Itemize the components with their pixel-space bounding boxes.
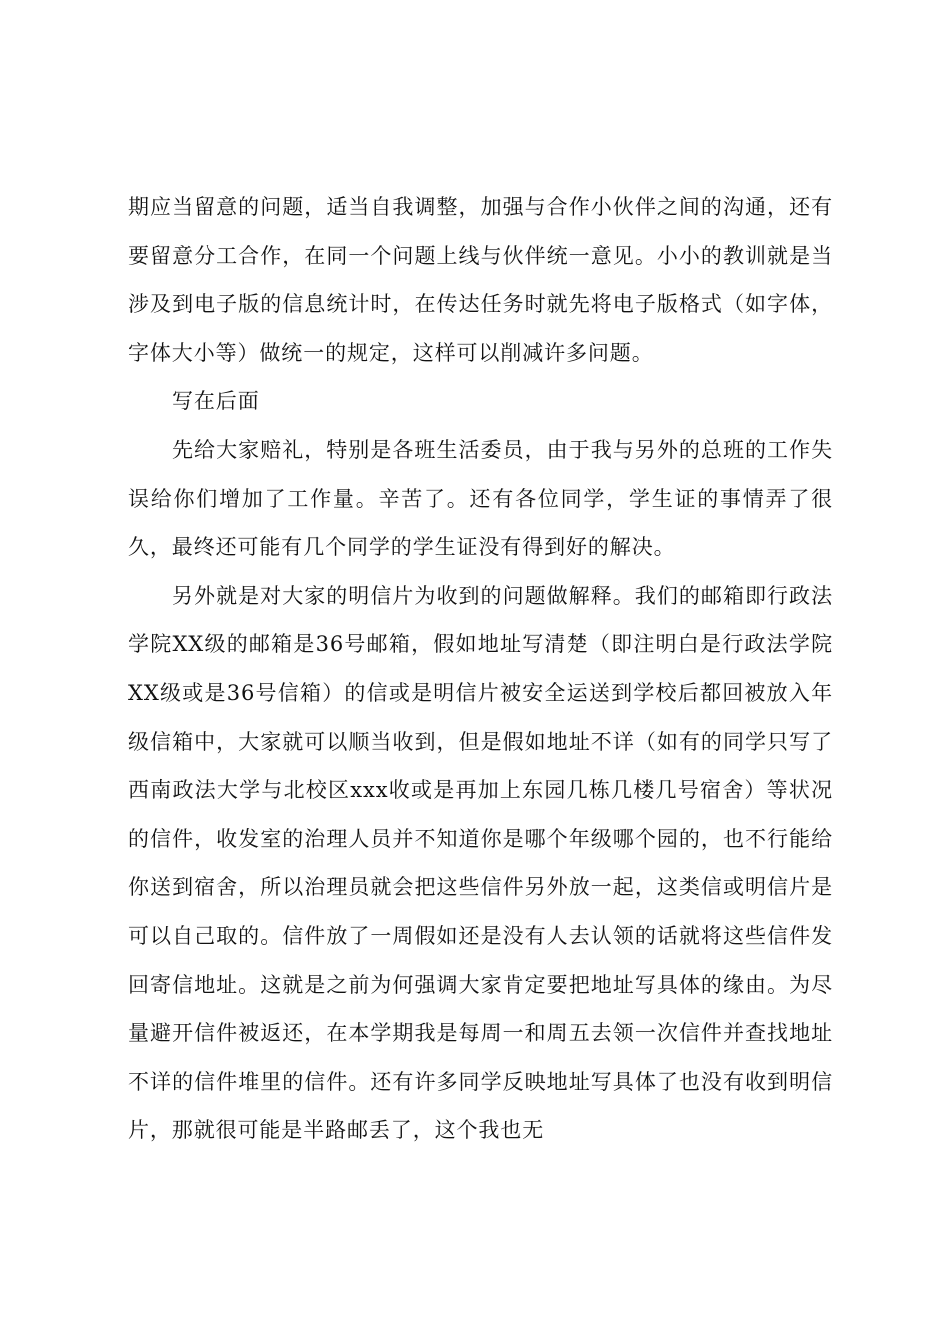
paragraph-apology: 先给大家赔礼，特别是各班生活委员，由于我与另外的总班的工作失误给你们增加了工作量。辛苦了。还有各位同学，学生证的事情弄了很久，最终还可能有几个同学的学生证没有得到好的解决。: [128, 437, 833, 560]
section-heading: 写在后面: [172, 389, 260, 414]
document-body: [128, 183, 833, 1155]
paragraph-continuation: 期应当留意的问题，适当自我调整，加强与合作小伙伴之间的沟通，还有要留意分工合作，在同一个问题上线与伙伴统一意见。小小的教训就是当涉及到电子版的信息统计时，在传达任务时就先将电子版格式（如字体，字体大小等）做统一的规定，这样可以削减许多问题。: [128, 195, 833, 365]
paragraph-postcard-explanation: 另外就是对大家的明信片为收到的问题做解释。我们的邮箱即行政法学院XX级的邮箱是36号邮箱，假如地址写清楚（即注明白是行政法学院XX级或是36号信箱）的信或是明信片被安全运送到学校后都回被放入年级信箱中，大家就可以顺当收到，但是假如地址不详（如有的同学只写了西南政法大学与北校区xxx收或是再加上东园几栋几楼几号宿舍）等状况的信件，收发室的治理人员并不知道你是哪个年级哪个园的，也不行能给你送到宿舍，所以治理员就会把这些信件另外放一起，这类信或明信片是可以自己取的。信件放了一周假如还是没有人去认领的话就将这些信件发回寄信地址。这就是之前为何强调大家肯定要把地址写具体的缘由。为尽量避开信件被返还，在本学期我是每周一和周五去领一次信件并查找地址不详的信件堆里的信件。还有许多同学反映地址写具体了也没有收到明信片，那就很可能是半路邮丢了，这个我也无: [128, 583, 833, 1143]
